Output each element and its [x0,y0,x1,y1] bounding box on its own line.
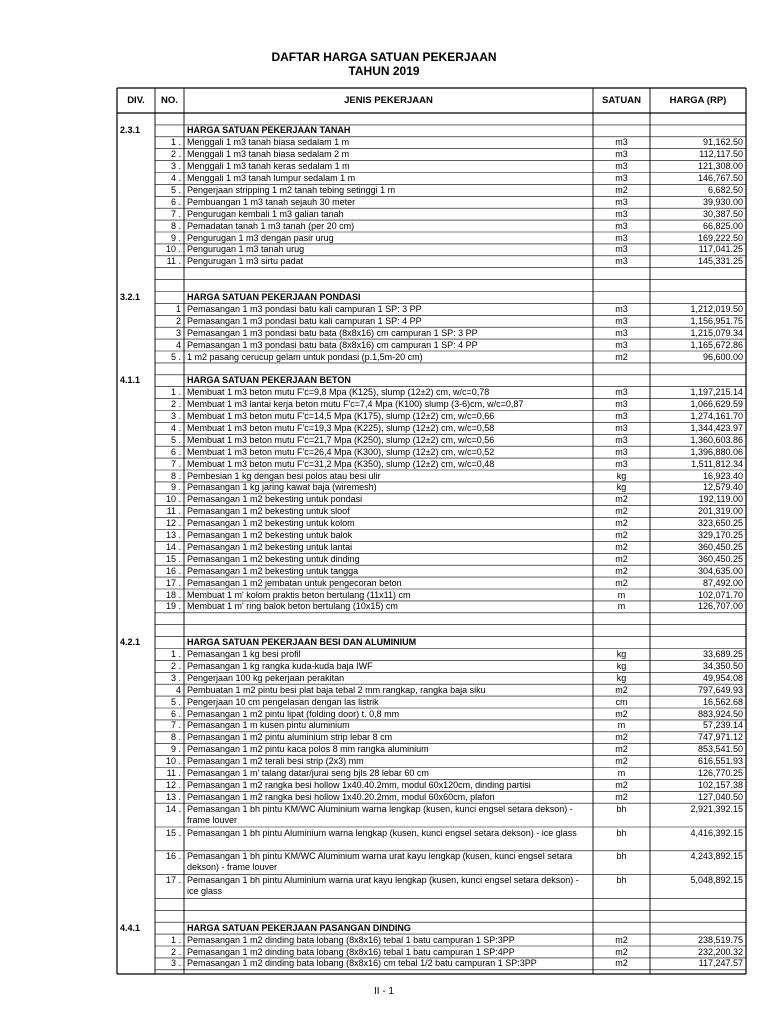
item-unit: m3 [615,173,628,183]
item-number: 5 . [170,434,181,445]
item-price: 5,048,892.15 [690,875,743,886]
item-description: Pemasangan 1 bh pintu Aluminium warna lengkap (kusen, kunci engsel setara dekson) - ice glass [187,827,577,838]
item-price: 192,119.00 [698,494,743,505]
item-unit: m [617,589,626,600]
item-number: 10 . [165,494,181,505]
item-description: Pemasangan 1 m2 terali besi strip (2x3) mm [187,756,364,767]
item-description: Pemasangan 1 m2 rangka besi hollow 1x40.20.2mm, modul 60x60cm, plafon [187,791,495,802]
item-unit: m3 [615,422,628,433]
item-price: 201,319.00 [697,506,743,517]
item-price: 39,930.00 [702,196,743,207]
item-number: 9 . [170,232,181,243]
item-price: 49,954.08 [702,672,743,683]
item-number: 6 . [170,196,181,207]
item-unit: bh [616,827,627,838]
item-price: 1,197,215.14 [690,387,743,398]
item-price: 304,635.00 [697,565,743,576]
item-description: Pembuangan 1 m3 tanah sejauh 30 meter [187,196,356,207]
item-price: 1,396,880.06 [690,446,743,457]
item-number: 12 . [165,779,181,790]
item-price: 1,344,423.97 [690,422,743,433]
item-unit: m2 [615,506,628,517]
item-unit: m3 [615,149,628,160]
item-price: 146,767.50 [697,173,743,183]
item-unit: m3 [615,458,628,469]
item-description: Pemasangan 1 m2 bekesting untuk lantai [187,541,353,552]
item-unit: m [617,601,626,612]
item-unit: m3 [615,411,628,421]
item-description: Menggali 1 m3 tanah biasa sedalam 1 m [187,137,350,148]
item-number: 4 . [170,173,181,183]
item-description: Pemasangan 1 m' talang datar/jurai seng bjls 28 lebar 60 cm [187,768,429,778]
item-number: 1 . [170,387,181,398]
item-price: 145,331.25 [697,256,743,267]
item-description: Pemasangan 1 m2 bekesting untuk dinding [187,553,360,564]
item-number: 18 . [165,589,181,600]
item-description: Pemadatan tanah 1 m3 tanah (per 20 cm) [187,220,355,231]
item-description: Pengerjaan 10 cm pengelasan dengan las listrik [187,696,379,707]
item-unit: m3 [615,244,628,255]
item-description: Menggali 1 m3 tanah biasa sedalam 2 m [187,149,350,160]
header-div: DIV. [127,95,145,106]
item-price: 96,600.00 [702,351,743,362]
item-number: 3 . [170,411,181,421]
item-unit: m2 [615,553,628,564]
item-description: Pengerjaan 100 kg pekerjaan perakitan [187,672,345,683]
item-description: Membuat 1 m3 lantai kerja beton mutu F'c=7,4 Mpa (K100) slump (3-6)cm, w/c=0,87 [187,399,524,410]
item-number: 5 . [170,184,181,195]
item-number: 11 . [166,768,181,778]
item-unit: m3 [615,327,628,338]
item-unit: m3 [615,232,628,243]
section-code: 2.3.1 [120,125,141,136]
item-number: 19 . [165,601,181,612]
item-price: 6,682.50 [707,184,743,195]
item-number: 5 . [170,696,181,707]
item-price: 616,551.93 [697,756,743,767]
item-price: 797,649.93 [697,684,743,695]
item-unit: m2 [615,577,628,588]
item-unit: kg [616,672,627,683]
section-code: 4.1.1 [120,375,141,386]
item-unit: m2 [615,779,628,790]
item-number: 7 . [170,458,181,469]
item-description: Pemasangan 1 bh pintu KM/WC Aluminium warna lengkap (kusen, kunci engsel setara dekson) - frame louver [187,803,573,825]
item-unit: m2 [615,732,628,743]
item-unit: m2 [615,184,628,195]
item-price: 34,350.50 [702,660,743,671]
item-price: 238,519.75 [697,934,743,945]
item-price: 33,689.25 [702,649,743,659]
item-description: Pemasangan 1 m2 jembatan untuk pengecoran beton [187,577,402,588]
item-number: 1 . [170,934,181,945]
header-harga: HARGA (RP) [669,95,727,106]
item-description: Membuat 1 m3 beton mutu F'c=14,5 Mpa (K175), slump (12±2) cm, w/c=0,66 [187,411,495,421]
header-satuan: SATUAN [602,95,641,106]
item-unit: m [617,720,626,731]
item-unit: m2 [615,565,628,576]
item-price: 102,071.70 [697,589,743,600]
item-unit: m3 [615,220,628,231]
item-number: 7 . [170,720,181,731]
item-price: 16,923.40 [702,470,743,481]
item-number: 4 [175,684,181,695]
item-description: Pemasangan 1 m3 pondasi batu kali campuran 1 SP: 3 PP [187,303,422,314]
item-description: Pemasangan 1 m2 bekesting untuk balok [187,530,353,540]
item-description: Pemasangan 1 m3 pondasi batu kali campuran 1 SP: 4 PP [187,315,422,326]
item-number: 17 . [165,875,181,886]
item-number: 14 . [165,541,181,552]
document-subtitle: TAHUN 2019 [348,64,420,78]
item-unit: m2 [615,946,628,957]
item-price: 91,162.50 [702,137,743,148]
item-number: 2 . [170,660,181,671]
item-number: 10 . [165,756,181,767]
item-number: 17 . [165,577,181,588]
item-unit: m2 [615,530,628,540]
item-description: Pemasangan 1 kg besi profil [187,649,301,659]
item-price: 121,308.00 [697,161,743,172]
item-unit: kg [616,470,627,481]
item-price: 329,170.25 [697,530,743,540]
item-number: 3 [175,327,181,338]
item-description: Membuat 1 m3 beton mutu F'c=21,7 Mpa (K250), slump (12±2) cm, w/c=0,56 [187,434,495,445]
item-price: 126,770.25 [697,768,743,778]
item-price: 1,156,951.75 [690,315,743,326]
item-number: 16 . [165,851,181,862]
item-unit: m2 [615,744,628,755]
section-code: 4.2.1 [120,637,141,648]
item-price: 232,200.32 [697,946,743,957]
item-unit: m3 [615,446,628,457]
item-description: Membuat 1 m' kolom praktis beton bertulang (11x11) cm [187,589,411,600]
item-unit: m2 [615,708,628,719]
section-title: HARGA SATUAN PEKERJAAN BESI DAN ALUMINIUM [187,637,417,648]
item-description: Pemasangan 1 bh pintu KM/WC Aluminium warna urat kayu lengkap (kusen, kunci engsel setara dekson) - frame louver [187,851,573,873]
item-description: 1 m2 pasang cerucup gelam untuk pondasi (p.1,5m-20 cm) [187,351,423,362]
item-number: 3 . [170,161,181,172]
item-description: Pemasangan 1 m2 bekesting untuk kolom [187,518,355,529]
document-title: DAFTAR HARGA SATUAN PEKERJAAN [271,50,497,64]
item-description: Membuat 1 m3 beton mutu F'c=26,4 Mpa (K300), slump (12±2) cm, w/c=0,52 [187,446,495,457]
item-price: 1,511,812.34 [691,458,743,469]
item-number: 2 . [170,149,181,160]
item-description: Pemasangan 1 kg rangka kuda-kuda baja IWF [187,660,373,671]
item-number: 11 . [166,256,181,267]
item-price: 112,117.50 [699,149,743,160]
item-description: Pembuatan 1 m2 pintu besi plat baja tebal 2 mm rangkap, rangka baja siku [187,684,486,695]
item-number: 4 [175,339,181,350]
item-number: 9 . [170,744,181,755]
item-unit: m2 [615,791,628,802]
section-title: HARGA SATUAN PEKERJAAN PASANGAN DINDING [187,922,411,933]
item-description: Pemasangan 1 bh pintu Aluminium warna urat kayu lengkap (kusen, kunci engsel setara dekson) - ice glass [187,875,579,897]
item-unit: m3 [615,208,628,219]
section-title: HARGA SATUAN PEKERJAAN BETON [187,375,351,386]
item-number: 1 . [170,137,181,148]
item-number: 1 . [170,649,181,659]
section-title: HARGA SATUAN PEKERJAAN PONDASI [187,292,361,302]
item-unit: m2 [615,684,628,695]
item-price: 57,239.14 [702,720,743,731]
item-description: Pemasangan 1 m2 dinding bata lobang (8x8x16) cm tebal 1/2 batu campuran 1 SP:3PP [187,958,537,969]
item-price: 4,243,892.15 [690,851,743,862]
item-number: 8 . [170,220,181,231]
item-price: 127,040.50 [697,791,743,802]
item-unit: m3 [615,196,628,207]
item-description: Pengurugan kembali 1 m3 galian tanah [187,208,344,219]
item-price: 1,274,161.70 [690,411,743,421]
item-description: Pengurugan 1 m3 sirtu padat [187,256,304,267]
item-unit: kg [616,649,627,659]
item-unit: bh [616,851,627,862]
item-number: 10 . [165,244,181,255]
item-unit: m3 [615,399,628,410]
item-price: 66,825.00 [702,220,743,231]
item-unit: bh [616,875,627,886]
item-price: 4,416,392.15 [690,827,743,838]
item-description: Pengurugan 1 m3 tanah urug [187,244,305,255]
item-number: 6 . [170,446,181,457]
item-number: 2 . [170,399,181,410]
item-price: 1,360,603.86 [690,434,743,445]
item-price: 1,215,079.34 [690,327,743,338]
item-unit: m2 [615,541,628,552]
item-unit: m2 [615,934,628,945]
item-description: Pemasangan 1 m2 pintu kaca polos 8 mm rangka aluminium [187,744,429,755]
item-description: Pengerjaan stripping 1 m2 tanah tebing setinggi 1 m [187,184,396,195]
header-no: NO. [161,95,178,106]
header-jenis-pekerjaan: JENIS PEKERJAAN [344,95,433,106]
item-number: 11 . [166,506,181,517]
item-number: 15 . [165,553,181,564]
item-unit: m [617,768,626,778]
item-unit: m2 [615,351,628,362]
item-description: Pemasangan 1 m2 pintu aluminium strip lebar 8 cm [187,732,393,743]
item-number: 2 . [170,946,181,957]
item-number: 8 . [170,732,181,743]
item-number: 15 . [165,827,181,838]
item-unit: m3 [615,303,628,314]
item-description: Pembesian 1 kg dengan besi polos atau besi ulir [187,470,381,481]
item-number: 1 [175,303,181,314]
item-unit: m3 [615,339,628,350]
item-description: Menggali 1 m3 tanah keras sedalam 1 m [187,161,350,172]
item-unit: m3 [615,387,628,398]
item-price: 117,247.57 [698,958,743,969]
section-code: 3.2.1 [120,292,141,302]
item-price: 360,450.25 [697,553,743,564]
item-description: Pemasangan 1 m2 bekesting untuk pondasi [187,494,363,505]
item-number: 3 . [170,958,181,969]
item-unit: m2 [615,494,628,505]
item-unit: m3 [615,161,628,172]
item-unit: kg [616,482,627,493]
item-number: 13 . [165,530,181,540]
item-unit: m3 [615,256,628,267]
item-description: Membuat 1 m' ring balok beton bertulang (10x15) cm [187,601,398,612]
item-number: 3 . [170,672,181,683]
item-unit: m2 [615,518,628,529]
item-description: Pemasangan 1 m2 bekesting untuk tangga [187,565,359,576]
item-price: 1,212,019.50 [690,303,743,314]
item-unit: bh [616,803,627,814]
item-description: Pengurugan 1 m3 dengan pasir urug [187,232,334,243]
item-price: 853,541.50 [697,744,743,755]
item-unit: m3 [615,315,628,326]
item-description: Pemasangan 1 kg jaring kawat baja (wiremesh) [187,482,377,493]
item-price: 117,041.25 [698,244,743,255]
item-unit: m3 [615,434,628,445]
item-description: Pemasangan 1 m2 rangka besi hollow 1x40.40.2mm, modul 60x120cm, dinding partisi [187,779,531,790]
item-description: Membuat 1 m3 beton mutu F'c=19,3 Mpa (K225), slump (12±2) cm, w/c=0,58 [187,422,495,433]
item-unit: m2 [615,958,628,969]
item-price: 323,650.25 [697,518,743,529]
item-description: Membuat 1 m3 beton mutu F'c=9,8 Mpa (K125), slump (12±2) cm, w/c=0,78 [187,387,490,398]
item-description: Pemasangan 1 m kusen pintu aluminium [187,720,350,731]
item-unit: m3 [615,137,628,148]
page-number: II - 1 [373,986,394,997]
item-number: 16 . [165,565,181,576]
item-price: 169,222.50 [697,232,743,243]
item-price: 883,924.50 [697,708,743,719]
item-number: 8 . [170,470,181,481]
section-title: HARGA SATUAN PEKERJAAN TANAH [187,125,351,136]
item-description: Pemasangan 1 m2 dinding bata lobang (8x8x16) tebal 1 batu campuran 1 SP:4PP [187,946,515,957]
item-price: 747,971.12 [697,732,743,743]
item-number: 12 . [165,518,181,529]
item-number: 6 . [170,708,181,719]
item-price: 87,492.00 [702,577,743,588]
item-unit: m2 [615,756,628,767]
item-unit: cm [615,696,628,707]
item-number: 7 . [170,208,181,219]
item-description: Membuat 1 m3 beton mutu F'c=31,2 Mpa (K350), slump (12±2) cm, w/c=0,48 [187,458,495,469]
item-price: 30,387.50 [702,208,743,219]
item-price: 1,165,672.86 [690,339,743,350]
item-price: 360,450.25 [697,541,743,552]
item-description: Pemasangan 1 m3 pondasi batu bata (8x8x16) cm campuran 1 SP: 4 PP [187,339,478,350]
item-price: 126,707.00 [697,601,743,612]
item-price: 1,066,629.59 [690,399,743,410]
item-number: 9 . [170,482,181,493]
section-code: 4.4.1 [120,922,141,933]
item-price: 12,579.40 [702,482,743,493]
item-number: 5 . [170,351,181,362]
item-number: 14 . [165,803,181,814]
item-price: 102,157.38 [697,779,743,790]
item-number: 13 . [165,791,181,802]
item-description: Pemasangan 1 m3 pondasi batu bata (8x8x16) cm campuran 1 SP: 3 PP [187,327,478,338]
item-price: 16,562.68 [702,696,743,707]
item-description: Pemasangan 1 m2 bekesting untuk sloof [187,506,350,517]
item-description: Pemasangan 1 m2 pintu lipat (folding door) t. 0,8 mm [187,708,400,719]
item-price: 2,921,392.15 [690,803,743,814]
item-number: 4 . [170,422,181,433]
item-unit: kg [616,660,627,671]
item-number: 2 [175,315,181,326]
item-description: Pemasangan 1 m2 dinding bata lobang (8x8x16) tebal 1 batu campuran 1 SP:3PP [187,934,515,945]
item-description: Menggali 1 m3 tanah lumpur sedalam 1 m [187,173,356,183]
